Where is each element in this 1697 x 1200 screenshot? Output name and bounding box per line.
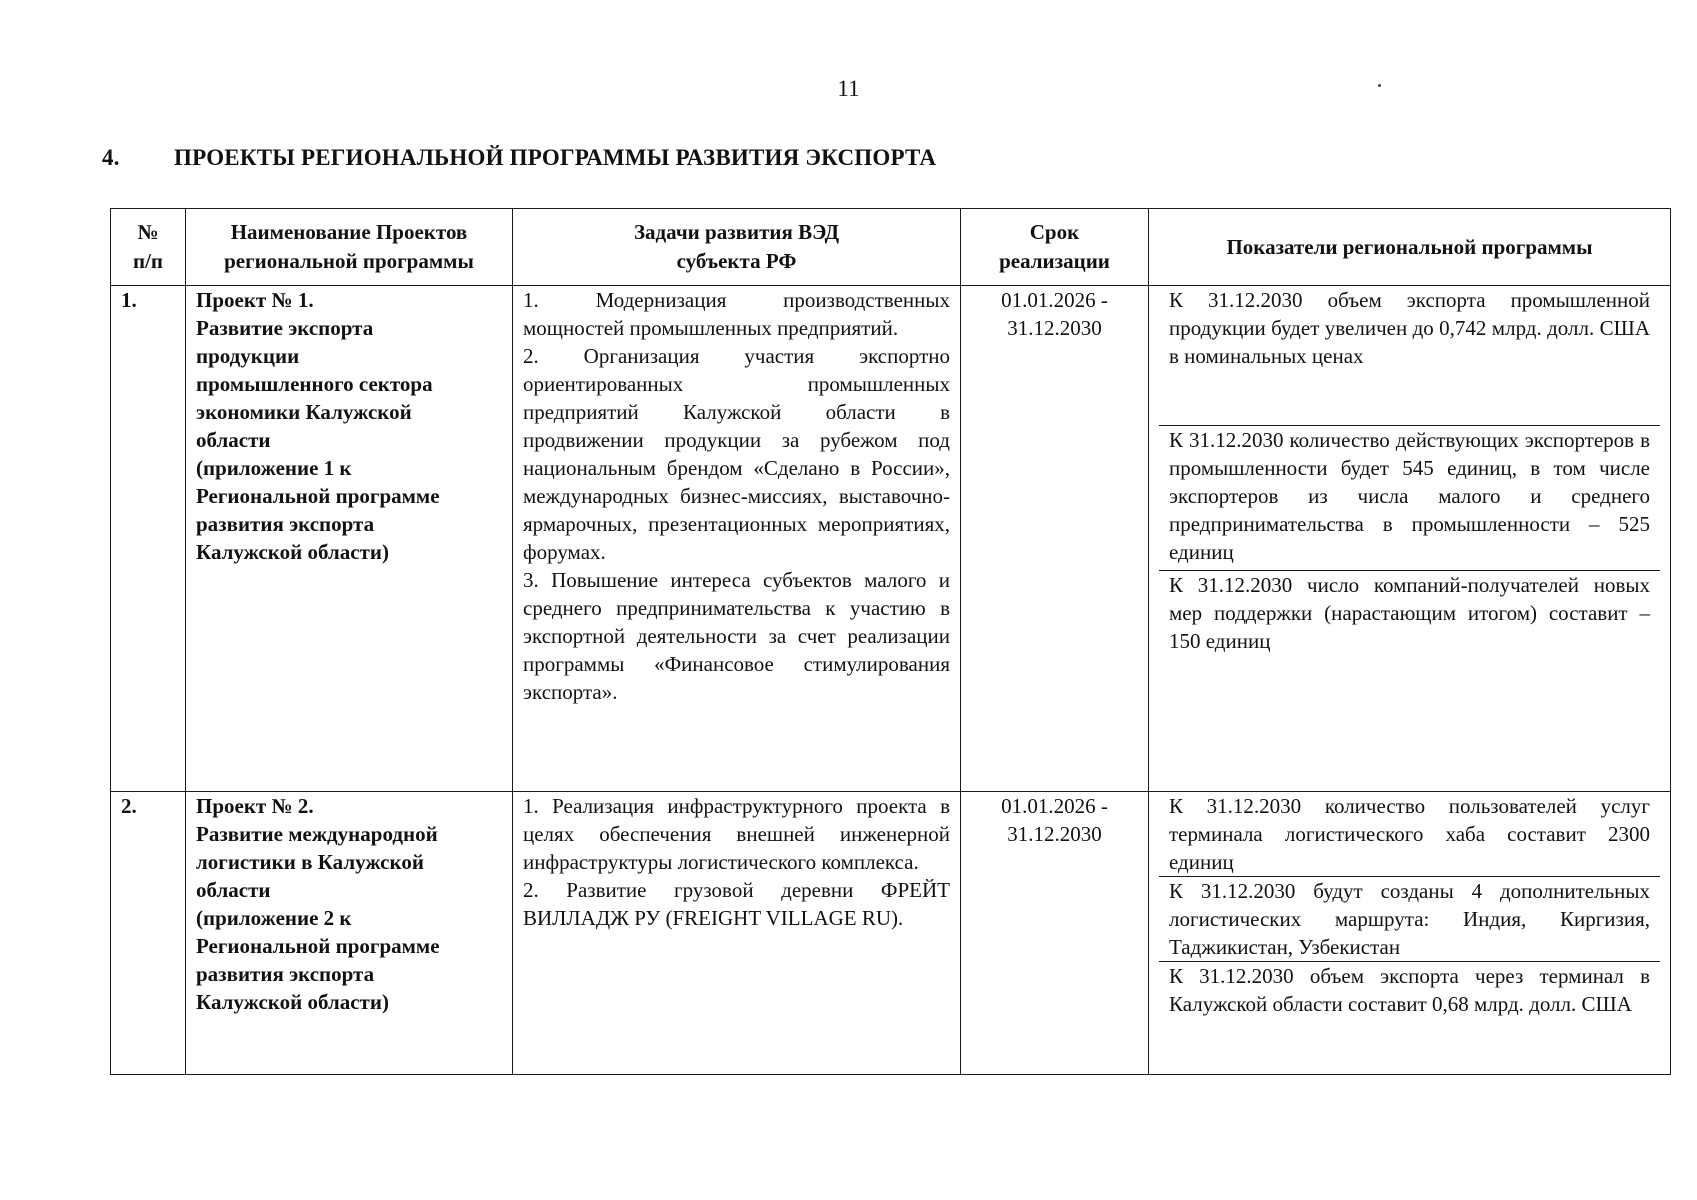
- project-name-line: логистики в Калужской: [196, 850, 424, 874]
- project-name-line: области: [196, 428, 271, 452]
- indicator-item: К 31.12.2030 объем экспорта через терминал в Калужской области составит 0,68 млрд. долл. США: [1169, 964, 1650, 1016]
- period-start: 01.01.2026 -: [1001, 288, 1108, 312]
- table-row: [111, 286, 1671, 792]
- header-period: [961, 209, 1149, 286]
- row-number: 1.: [111, 286, 186, 792]
- header-indicators: [1149, 209, 1671, 286]
- table-header-row: [111, 209, 1671, 286]
- task-item: 3. Повышение интереса субъектов малого и среднего предпринимательства к участию в экспортной деятельности за счет реализации программы «Финансовое стимулирования экспорта».: [523, 568, 950, 704]
- header-tasks-line: Задачи развития ВЭД: [633, 220, 840, 244]
- section-number: 4.: [102, 145, 120, 170]
- project-name-line: Проект № 2.: [196, 794, 314, 818]
- project-name-line: Калужской области): [196, 540, 389, 564]
- project-tasks: [513, 286, 961, 792]
- program-indicators: [1149, 286, 1671, 792]
- indicator-item: К 31.12.2030 объем экспорта промышленной продукции будет увеличен до 0,742 млрд. долл. США в номинальных ценах: [1159, 286, 1660, 426]
- scan-speck: [1378, 84, 1381, 87]
- task-item: 1. Модернизация производственных мощностей промышленных предприятий.: [523, 288, 950, 340]
- page-number: 11: [837, 76, 860, 101]
- project-name-line: Региональной программе: [196, 484, 440, 508]
- period-start: 01.01.2026 -: [1001, 794, 1108, 818]
- header-period-line: реализации: [999, 249, 1110, 273]
- implementation-period: [961, 792, 1149, 1075]
- project-name-line: Развитие экспорта: [196, 316, 374, 340]
- indicator-item: К 31.12.2030 количество пользователей услуг терминала логистического хаба составит 2300 единиц: [1159, 792, 1660, 877]
- project-name-line: области: [196, 878, 271, 902]
- projects-table: [110, 208, 1671, 1075]
- implementation-period: [961, 286, 1149, 792]
- header-tasks-line: субъекта РФ: [676, 249, 797, 273]
- project-name-line: Калужской области): [196, 990, 389, 1014]
- program-indicators: [1149, 792, 1671, 1075]
- header-num: [111, 209, 186, 286]
- header-name: [186, 209, 513, 286]
- project-tasks: [513, 792, 961, 1075]
- table-row: [111, 792, 1671, 1075]
- project-name-line: (приложение 1 к: [196, 456, 352, 480]
- row-number: 2.: [111, 792, 186, 1075]
- indicator-item: К 31.12.2030 количество действующих экспортеров в промышленности будет 545 единиц, в том числе экспортеров из числа малого и среднего предпринимательства в промышленности – 525 единиц: [1159, 426, 1660, 571]
- header-num-line: п/п: [132, 249, 164, 273]
- header-name-line: Наименование Проектов: [230, 220, 468, 244]
- indicator-item: К 31.12.2030 будут созданы 4 дополнительных логистических маршрута: Индия, Киргизия, Таджикистан, Узбекистан: [1159, 877, 1660, 962]
- section-title: ПРОЕКТЫ РЕГИОНАЛЬНОЙ ПРОГРАММЫ РАЗВИТИЯ ЭКСПОРТА: [174, 145, 937, 170]
- header-num-line: №: [137, 220, 159, 244]
- project-name-line: развития экспорта: [196, 512, 375, 536]
- project-name-line: продукции: [196, 344, 300, 368]
- project-name-line: (приложение 2 к: [196, 906, 352, 930]
- header-indicators-text: Показатели региональной программы: [1226, 234, 1593, 259]
- project-name-line: развития экспорта: [196, 962, 375, 986]
- header-name-line: региональной программы: [224, 249, 474, 273]
- header-tasks: [513, 209, 961, 286]
- project-name: [186, 792, 513, 1075]
- header-period-line: Срок: [1029, 220, 1080, 244]
- period-end: 31.12.2030: [1007, 316, 1102, 340]
- project-name-line: экономики Калужской: [196, 400, 412, 424]
- indicator-item: К 31.12.2030 число компаний-получателей новых мер поддержки (нарастающим итогом) составит – 150 единиц: [1169, 573, 1650, 653]
- project-name-line: промышленного сектора: [196, 372, 433, 396]
- task-item: 2. Развитие грузовой деревни ФРЕЙТ ВИЛЛАДЖ РУ (FREIGHT VILLAGE RU).: [523, 878, 950, 930]
- task-item: 1. Реализация инфраструктурного проекта в целях обеспечения внешней инженерной инфраструктуры логистического комплекса.: [523, 794, 950, 874]
- project-name-line: Развитие международной: [196, 822, 438, 846]
- task-item: 2. Организация участия экспортно ориентированных промышленных предприятий Калужской области в продвижении продукции за рубежом под национальным брендом «Сделано в России», международных бизнес-миссиях, выставочно-ярмарочных, презентационных мероприятиях, форумах.: [523, 344, 950, 564]
- project-name-line: Проект № 1.: [196, 288, 314, 312]
- project-name: [186, 286, 513, 792]
- project-name-line: Региональной программе: [196, 934, 440, 958]
- period-end: 31.12.2030: [1007, 822, 1102, 846]
- section-heading: [102, 145, 936, 171]
